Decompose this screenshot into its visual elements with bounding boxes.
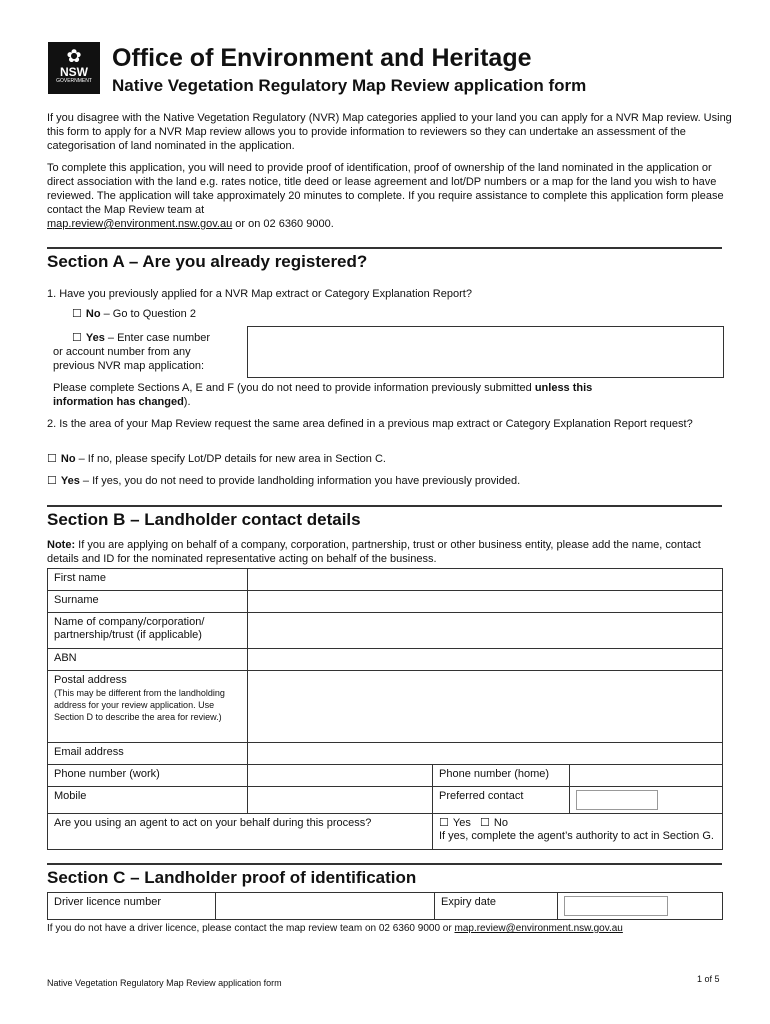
phone-work-label: Phone number (work): [48, 765, 248, 787]
postal-address-field[interactable]: [248, 671, 723, 743]
divider: [47, 863, 722, 865]
preferred-contact-input[interactable]: [576, 790, 658, 810]
phone-work-field[interactable]: [248, 765, 433, 787]
checkbox-icon[interactable]: ☐: [480, 817, 490, 829]
postal-note: (This may be different from the landholding address for your review application. Use Section D to describe the area for review.): [54, 688, 225, 722]
q1-yes-option[interactable]: [53, 331, 243, 373]
q1-yes-text: – Enter case number: [104, 332, 211, 344]
licence-note-text: If you do not have a driver licence, please contact the map review team on 02 6360 9000 or: [47, 923, 455, 934]
company-label: [48, 613, 248, 649]
complete-note-end: ).: [183, 396, 191, 408]
divider: [47, 505, 722, 507]
q1-no-text: – Go to Question 2: [100, 308, 196, 320]
page-title: Office of Environment and Heritage: [112, 44, 532, 72]
q1-yes-text-2: or account number from any: [53, 346, 191, 358]
intro-p2-end: or on 02 6360 9000.: [232, 218, 334, 230]
checkbox-icon[interactable]: ☐: [47, 475, 57, 487]
q1-no-label: No: [85, 308, 101, 320]
q1-yes-text-3: previous NVR map application:: [53, 360, 205, 372]
question-2: 2. Is the area of your Map Review request the same area defined in a previous map extract or Category Explanation Report request?: [47, 418, 693, 430]
section-c-title: Section C – Landholder proof of identification: [47, 868, 417, 887]
q2-no-option[interactable]: [47, 452, 386, 466]
form-title: Native Vegetation Regulatory Map Review application form: [112, 76, 587, 95]
expiry-cell: [558, 893, 723, 920]
case-number-input[interactable]: [247, 326, 724, 378]
agent-yes-label: Yes: [452, 817, 471, 829]
checkbox-icon[interactable]: ☐: [72, 308, 82, 320]
contact-details-table: [47, 568, 723, 850]
note-text: If you are applying on behalf of a company, corporation, partnership, trust or other business entity, please add the name, contact details and ID for the nominated representative acting on behalf of the business.: [47, 539, 701, 565]
mobile-label: Mobile: [48, 787, 248, 814]
agent-question: Are you using an agent to act on your behalf during this process?: [48, 814, 433, 850]
footer-title: Native Vegetation Regulatory Map Review application form: [47, 978, 282, 988]
q2-yes-label: Yes: [60, 475, 80, 487]
intro-paragraph-2: [47, 161, 732, 231]
q2-yes-option[interactable]: [47, 474, 520, 488]
nsw-logo: [48, 42, 100, 94]
surname-label: Surname: [48, 591, 248, 613]
postal-address-label: [48, 671, 248, 743]
waratah-icon: ✿: [66, 46, 82, 66]
checkbox-icon[interactable]: ☐: [47, 453, 57, 465]
mobile-field[interactable]: [248, 787, 433, 814]
licence-field[interactable]: [216, 893, 435, 920]
agent-note: If yes, complete the agent’s authority to act in Section G.: [439, 830, 714, 842]
abn-label: ABN: [48, 649, 248, 671]
complete-note: [53, 381, 733, 409]
q2-no-label: No: [60, 453, 76, 465]
email-link[interactable]: map.review@environment.nsw.gov.au: [47, 218, 233, 230]
preferred-contact-cell: [570, 787, 723, 814]
company-label-line-1: Name of company/corporation/: [54, 616, 205, 628]
agent-options: [433, 814, 723, 850]
first-name-field[interactable]: [248, 569, 723, 591]
note-label: Note:: [47, 539, 76, 551]
checkbox-icon[interactable]: ☐: [439, 817, 449, 829]
postal-label: Postal address: [54, 674, 127, 686]
licence-label: Driver licence number: [48, 893, 216, 920]
abn-field[interactable]: [248, 649, 723, 671]
complete-note-bold-1: unless this: [534, 382, 593, 394]
checkbox-icon[interactable]: ☐: [72, 332, 82, 344]
question-1: 1. Have you previously applied for a NVR Map extract or Category Explanation Report?: [47, 288, 472, 300]
section-b-note: [47, 538, 727, 566]
phone-home-label: Phone number (home): [433, 765, 570, 787]
company-label-line-2: partnership/trust (if applicable): [54, 629, 202, 641]
licence-note: [47, 922, 623, 936]
divider: [47, 247, 722, 249]
phone-home-field[interactable]: [570, 765, 723, 787]
surname-field[interactable]: [248, 591, 723, 613]
q2-no-text: – If no, please specify Lot/DP details for new area in Section C.: [75, 453, 386, 465]
first-name-label: First name: [48, 569, 248, 591]
intro-p2-text: To complete this application, you will need to provide proof of identification, proof of ownership of the land nominated in the application or direct association with the land e.g. rates notice, title deed or lease agreement and lot/DP numbers or a map for the land you wish to have reviewed. The application will take approximately 20 minutes to complete. If you require assistance to complete this application form please contact the Map Review team at: [47, 162, 724, 216]
page-number: 1 of 5: [697, 974, 720, 984]
email-link[interactable]: map.review@environment.nsw.gov.au: [454, 923, 623, 934]
logo-subtext: GOVERNMENT: [56, 78, 92, 84]
complete-note-text: Please complete Sections A, E and F (you do not need to provide information previously submitted: [53, 382, 535, 394]
logo-text: NSW: [60, 65, 88, 79]
section-b-title: Section B – Landholder contact details: [47, 510, 361, 529]
q1-yes-label: Yes: [85, 332, 105, 344]
q2-yes-text: – If yes, you do not need to provide landholding information you have previously provided.: [79, 475, 521, 487]
q1-no-option[interactable]: [72, 307, 196, 321]
agent-no-label: No: [493, 817, 508, 829]
preferred-contact-label: Preferred contact: [433, 787, 570, 814]
email-field[interactable]: [248, 743, 723, 765]
company-field[interactable]: [248, 613, 723, 649]
expiry-label: Expiry date: [435, 893, 558, 920]
email-label: Email address: [48, 743, 248, 765]
intro-paragraph-1: If you disagree with the Native Vegetation Regulatory (NVR) Map categories applied to your land you can apply for a NVR Map review. Using this form to apply for a NVR Map review allows you to provide information to reviewers so they can undertake an assessment of the categorisation of land nominated in the application.: [47, 112, 732, 152]
complete-note-bold-2: information has changed: [53, 396, 184, 408]
identification-table: [47, 892, 723, 920]
section-a-title: Section A – Are you already registered?: [47, 252, 368, 271]
expiry-date-input[interactable]: [564, 896, 668, 916]
